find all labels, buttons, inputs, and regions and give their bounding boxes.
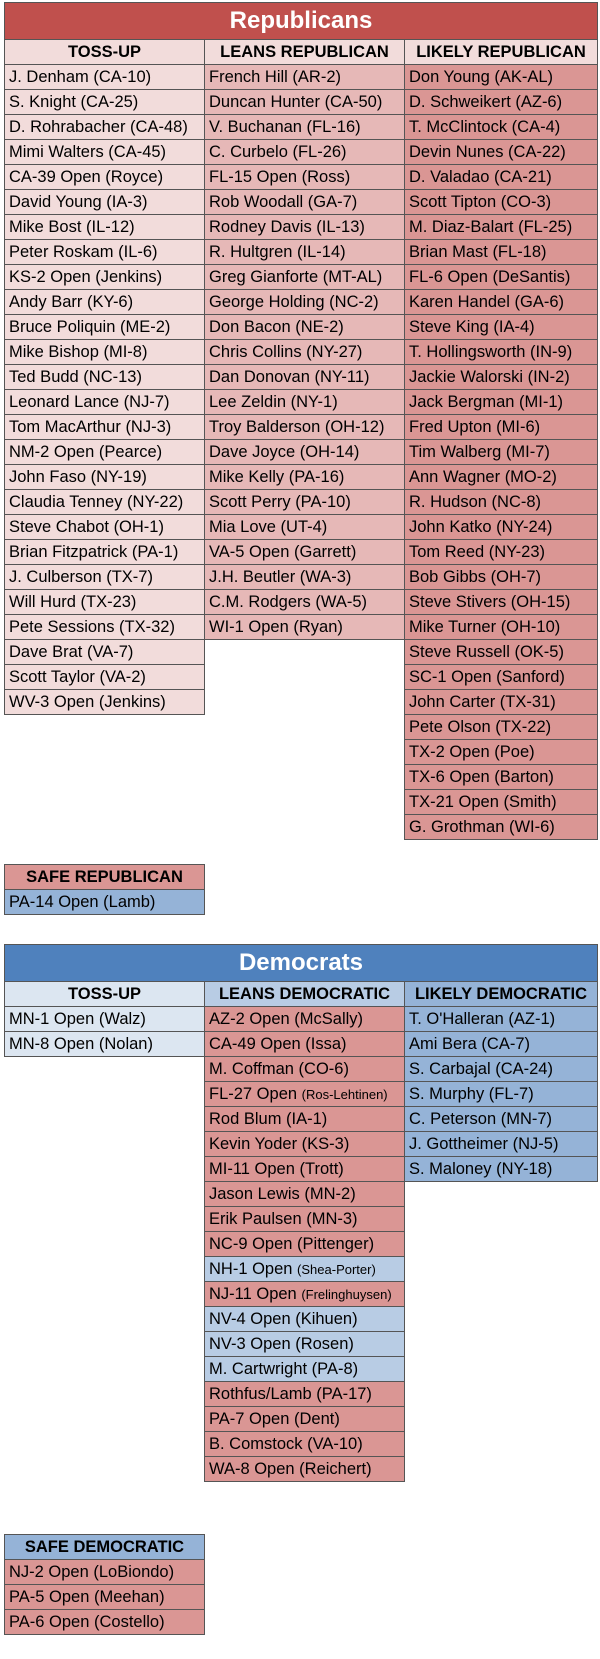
list-item: NV-3 Open (Rosen): [204, 1331, 405, 1357]
rep-tossup-column: [4, 40, 205, 715]
dem-tossup-list: [4, 1006, 205, 1057]
list-item: S. Murphy (FL-7): [404, 1081, 598, 1107]
list-item: Brian Mast (FL-18): [404, 239, 598, 265]
list-item: PA-5 Open (Meehan): [4, 1584, 205, 1610]
list-item: Troy Balderson (OH-12): [204, 414, 405, 440]
list-item: Erik Paulsen (MN-3): [204, 1206, 405, 1232]
list-item: Mimi Walters (CA-45): [4, 139, 205, 165]
list-item: T. McClintock (CA-4): [404, 114, 598, 140]
list-item: Rodney Davis (IL-13): [204, 214, 405, 240]
list-item: AZ-2 Open (McSally): [204, 1006, 405, 1032]
list-item: Dave Joyce (OH-14): [204, 439, 405, 465]
list-item: T. Hollingsworth (IN-9): [404, 339, 598, 365]
list-item: WA-8 Open (Reichert): [204, 1456, 405, 1482]
list-item: Steve Chabot (OH-1): [4, 514, 205, 540]
list-item: Rothfus/Lamb (PA-17): [204, 1381, 405, 1407]
list-item: Dan Donovan (NY-11): [204, 364, 405, 390]
list-item: TX-6 Open (Barton): [404, 764, 598, 790]
list-item: C. Peterson (MN-7): [404, 1106, 598, 1132]
list-item: PA-6 Open (Costello): [4, 1609, 205, 1635]
list-item: S. Maloney (NY-18): [404, 1156, 598, 1182]
list-item: VA-5 Open (Garrett): [204, 539, 405, 565]
list-item: Mike Kelly (PA-16): [204, 464, 405, 490]
list-item: PA-14 Open (Lamb): [4, 889, 205, 915]
rep-safe-header: SAFE REPUBLICAN: [4, 864, 205, 890]
list-item: J.H. Beutler (WA-3): [204, 564, 405, 590]
list-item: Pete Olson (TX-22): [404, 714, 598, 740]
list-item: Bruce Poliquin (ME-2): [4, 314, 205, 340]
list-item: Tom MacArthur (NJ-3): [4, 414, 205, 440]
dem-leans-column: [204, 982, 405, 1482]
dem-tossup-header: TOSS-UP: [4, 981, 205, 1007]
list-item: S. Carbajal (CA-24): [404, 1056, 598, 1082]
list-item: Kevin Yoder (KS-3): [204, 1131, 405, 1157]
list-item: Peter Roskam (IL-6): [4, 239, 205, 265]
list-item: Steve King (IA-4): [404, 314, 598, 340]
list-item: Jason Lewis (MN-2): [204, 1181, 405, 1207]
list-item: CA-39 Open (Royce): [4, 164, 205, 190]
list-item: D. Valadao (CA-21): [404, 164, 598, 190]
list-item: S. Knight (CA-25): [4, 89, 205, 115]
rep-leans-header: LEANS REPUBLICAN: [204, 39, 405, 65]
list-item: Greg Gianforte (MT-AL): [204, 264, 405, 290]
dem-likely-column: [404, 982, 598, 1182]
list-item: Don Bacon (NE-2): [204, 314, 405, 340]
list-item: MN-1 Open (Walz): [4, 1006, 205, 1032]
list-item: NJ-11 Open (Frelinghuysen): [204, 1281, 405, 1307]
list-item: Devin Nunes (CA-22): [404, 139, 598, 165]
dem-safe-column: [4, 1535, 205, 1635]
list-item: Don Young (AK-AL): [404, 64, 598, 90]
list-item: Mia Love (UT-4): [204, 514, 405, 540]
list-item: MN-8 Open (Nolan): [4, 1031, 205, 1057]
list-item: John Carter (TX-31): [404, 689, 598, 715]
dem-tossup-column: [4, 982, 205, 1057]
list-item: FL-6 Open (DeSantis): [404, 264, 598, 290]
republicans-banner: Republicans: [4, 2, 598, 40]
list-item: Mike Turner (OH-10): [404, 614, 598, 640]
list-item: Jackie Walorski (IN-2): [404, 364, 598, 390]
list-item: Mike Bishop (MI-8): [4, 339, 205, 365]
rep-leans-list: [204, 64, 405, 640]
list-item: Claudia Tenney (NY-22): [4, 489, 205, 515]
list-item: Andy Barr (KY-6): [4, 289, 205, 315]
list-item: Scott Taylor (VA-2): [4, 664, 205, 690]
rep-tossup-header: TOSS-UP: [4, 39, 205, 65]
list-item: NJ-2 Open (LoBiondo): [4, 1559, 205, 1585]
list-item: J. Gottheimer (NJ-5): [404, 1131, 598, 1157]
list-item: PA-7 Open (Dent): [204, 1406, 405, 1432]
list-item: Karen Handel (GA-6): [404, 289, 598, 315]
list-item: R. Hultgren (IL-14): [204, 239, 405, 265]
list-item: Scott Tipton (CO-3): [404, 189, 598, 215]
list-item: V. Buchanan (FL-16): [204, 114, 405, 140]
list-item: Rod Blum (IA-1): [204, 1106, 405, 1132]
list-item: J. Denham (CA-10): [4, 64, 205, 90]
list-item: Tim Walberg (MI-7): [404, 439, 598, 465]
list-item: Chris Collins (NY-27): [204, 339, 405, 365]
list-item: FL-15 Open (Ross): [204, 164, 405, 190]
dem-likely-header: LIKELY DEMOCRATIC: [404, 981, 598, 1007]
list-item: TX-2 Open (Poe): [404, 739, 598, 765]
list-item: Steve Russell (OK-5): [404, 639, 598, 665]
list-item: NH-1 Open (Shea-Porter): [204, 1256, 405, 1282]
list-item: C.M. Rodgers (WA-5): [204, 589, 405, 615]
list-item: Leonard Lance (NJ-7): [4, 389, 205, 415]
list-item: C. Curbelo (FL-26): [204, 139, 405, 165]
list-item: Will Hurd (TX-23): [4, 589, 205, 615]
list-item: M. Coffman (CO-6): [204, 1056, 405, 1082]
list-item: John Katko (NY-24): [404, 514, 598, 540]
list-item: M. Cartwright (PA-8): [204, 1356, 405, 1382]
list-item: D. Schweikert (AZ-6): [404, 89, 598, 115]
list-item: Lee Zeldin (NY-1): [204, 389, 405, 415]
list-item: Jack Bergman (MI-1): [404, 389, 598, 415]
list-item: George Holding (NC-2): [204, 289, 405, 315]
rep-tossup-list: [4, 64, 205, 715]
list-item: J. Culberson (TX-7): [4, 564, 205, 590]
list-item: M. Diaz-Balart (FL-25): [404, 214, 598, 240]
list-item: Fred Upton (MI-6): [404, 414, 598, 440]
list-item: KS-2 Open (Jenkins): [4, 264, 205, 290]
list-item: Ami Bera (CA-7): [404, 1031, 598, 1057]
rep-likely-column: [404, 40, 598, 840]
list-item: TX-21 Open (Smith): [404, 789, 598, 815]
dem-safe-header: SAFE DEMOCRATIC: [4, 1534, 205, 1560]
list-item: G. Grothman (WI-6): [404, 814, 598, 840]
list-item: Ann Wagner (MO-2): [404, 464, 598, 490]
list-item: D. Rohrabacher (CA-48): [4, 114, 205, 140]
list-item: SC-1 Open (Sanford): [404, 664, 598, 690]
list-item: R. Hudson (NC-8): [404, 489, 598, 515]
rep-safe-list: [4, 889, 205, 915]
list-item: Dave Brat (VA-7): [4, 639, 205, 665]
dem-likely-list: [404, 1006, 598, 1182]
list-item: Ted Budd (NC-13): [4, 364, 205, 390]
democrats-banner: Democrats: [4, 944, 598, 982]
list-item: WI-1 Open (Ryan): [204, 614, 405, 640]
list-item: NM-2 Open (Pearce): [4, 439, 205, 465]
dem-safe-list: [4, 1559, 205, 1635]
list-item: John Faso (NY-19): [4, 464, 205, 490]
list-item: Brian Fitzpatrick (PA-1): [4, 539, 205, 565]
list-item: Rob Woodall (GA-7): [204, 189, 405, 215]
list-item: Duncan Hunter (CA-50): [204, 89, 405, 115]
list-item: French Hill (AR-2): [204, 64, 405, 90]
list-item: MI-11 Open (Trott): [204, 1156, 405, 1182]
rep-safe-column: [4, 865, 205, 915]
dem-leans-header: LEANS DEMOCRATIC: [204, 981, 405, 1007]
rep-likely-header: LIKELY REPUBLICAN: [404, 39, 598, 65]
list-item: NV-4 Open (Kihuen): [204, 1306, 405, 1332]
list-item: Scott Perry (PA-10): [204, 489, 405, 515]
list-item: Mike Bost (IL-12): [4, 214, 205, 240]
rep-leans-column: [204, 40, 405, 640]
list-item: FL-27 Open (Ros-Lehtinen): [204, 1081, 405, 1107]
list-item: Steve Stivers (OH-15): [404, 589, 598, 615]
list-item: CA-49 Open (Issa): [204, 1031, 405, 1057]
list-item: David Young (IA-3): [4, 189, 205, 215]
dem-leans-list: [204, 1006, 405, 1482]
list-item: T. O'Halleran (AZ-1): [404, 1006, 598, 1032]
list-item: B. Comstock (VA-10): [204, 1431, 405, 1457]
list-item: Tom Reed (NY-23): [404, 539, 598, 565]
list-item: Pete Sessions (TX-32): [4, 614, 205, 640]
rep-likely-list: [404, 64, 598, 840]
list-item: Bob Gibbs (OH-7): [404, 564, 598, 590]
list-item: NC-9 Open (Pittenger): [204, 1231, 405, 1257]
list-item: WV-3 Open (Jenkins): [4, 689, 205, 715]
